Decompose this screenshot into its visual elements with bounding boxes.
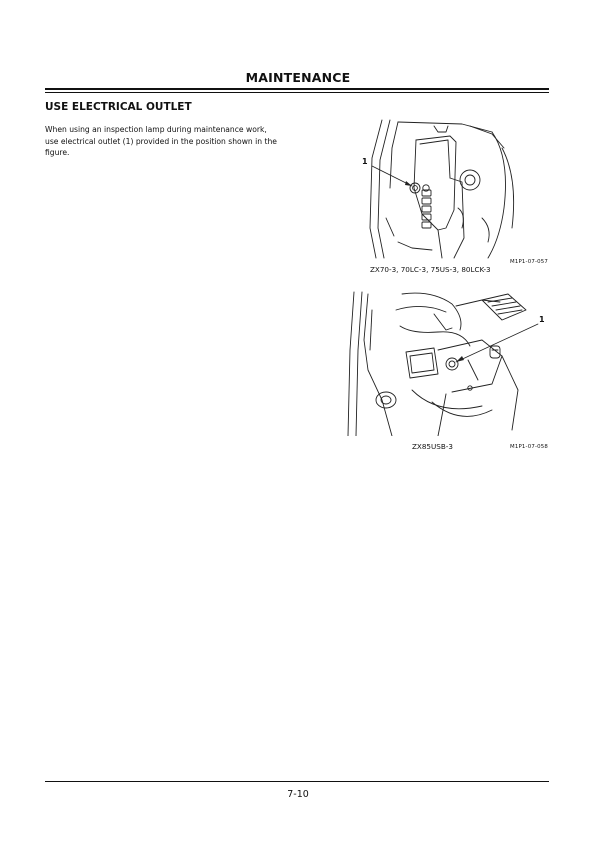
header-rule-thick xyxy=(45,88,549,90)
figure-1-caption: ZX70-3, 70LC-3, 75US-3, 80LCK-3 xyxy=(370,265,491,274)
page-number: 7-10 xyxy=(287,789,309,800)
figure-1-callout: 1 xyxy=(362,157,368,166)
page-header-title: MAINTENANCE xyxy=(245,70,351,85)
section-title: USE ELECTRICAL OUTLET xyxy=(45,101,192,113)
figure-1-id: M1P1-07-057 xyxy=(510,259,548,265)
body-line: When using an inspection lamp during maintenance work, xyxy=(45,125,267,134)
section-body xyxy=(45,124,307,159)
outlet-figure-2 xyxy=(342,290,550,436)
header-rule-thin xyxy=(45,92,549,93)
figure-2-caption: ZX85USB-3 xyxy=(412,442,453,451)
figure-2-callout: 1 xyxy=(539,315,545,324)
body-line: figure. xyxy=(45,148,70,158)
footer-rule xyxy=(45,781,549,782)
figure-2-id: M1P1-07-058 xyxy=(510,444,548,450)
body-line: use electrical outlet (1) provided in the position shown in the xyxy=(45,136,277,146)
outlet-figure-1 xyxy=(342,118,550,262)
